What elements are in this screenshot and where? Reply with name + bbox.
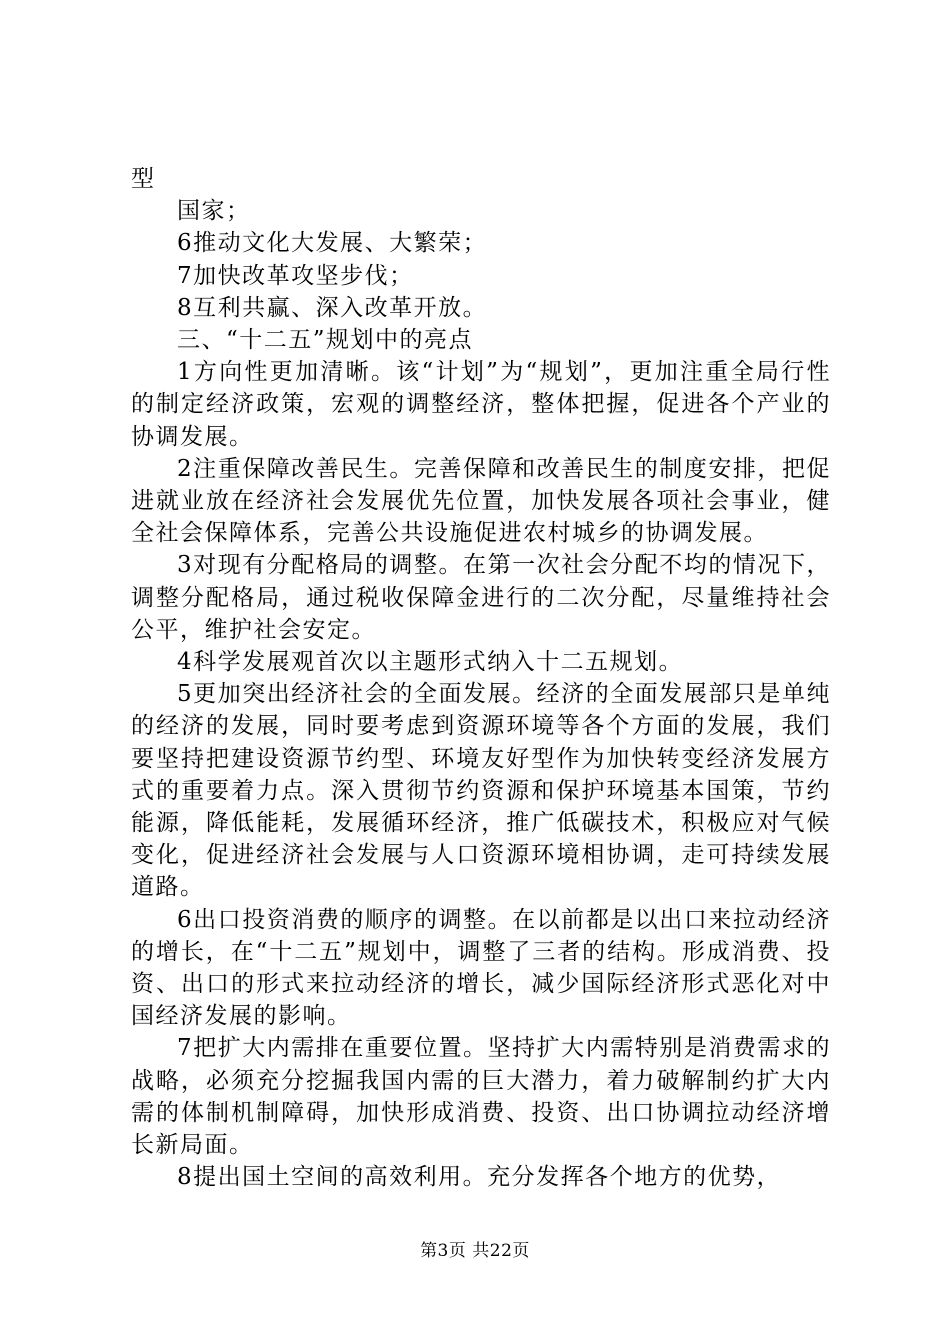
paragraph: 6推动文化大发展、大繁荣； — [177, 230, 488, 257]
body-text — [131, 163, 831, 1194]
paragraph: 型 — [131, 166, 156, 192]
paragraph: 1方向性更加清晰。该“计划”为“规划”，更加注重全局行性的制定经济政策，宏观的调整经济，整体把握，促进各个产业的协调发展。 — [131, 359, 831, 450]
page-number-footer: 第3页 共22页 — [420, 1241, 530, 1261]
paragraph: 2注重保障改善民生。完善保障和改善民生的制度安排，把促进就业放在经济社会发展优先位置，加快发展各项社会事业，健全社会保障体系，完善公共设施促进农村城乡的协调发展。 — [131, 455, 831, 547]
paragraph: 国家； — [177, 198, 251, 225]
section-heading: 三、“十二五”规划中的亮点 — [177, 327, 474, 354]
paragraph: 8提出国土空间的高效利用。充分发挥各个地方的优势， — [177, 1164, 782, 1191]
paragraph: 3对现有分配格局的调整。在第一次社会分配不均的情况下，调整分配格局，通过税收保障金进行的二次分配，尽量维持社会公平，维护社会安定。 — [131, 552, 831, 643]
paragraph: 7把扩大内需排在重要位置。坚持扩大内需特别是消费需求的战略，必须充分挖掘我国内需的巨大潜力，着力破解制约扩大内需的体制机制障碍，加快形成消费、投资、出口协调拉动经济增长新局面。 — [131, 1035, 831, 1159]
paragraph: 5更加突出经济社会的全面发展。经济的全面发展部只是单纯的经济的发展，同时要考虑到资源环境等各个方面的发展，我们要坚持把建设资源节约型、环境友好型作为加快转变经济发展方式的重要着力点。深入贯彻节约资源和保护环境基本国策，节约能源，降低能耗，发展循环经济，推广低碳技术，积极应对气候变化，促进经济社会发展与人口资源环境相协调，走可持续发展道路。 — [131, 681, 831, 901]
paragraph: 4科学发展观首次以主题形式纳入十二五规划。 — [177, 649, 684, 676]
paragraph: 6出口投资消费的顺序的调整。在以前都是以出口来拉动经济的增长，在“十二五”规划中，调整了三者的结构。形成消费、投资、出口的形式来拉动经济的增长，减少国际经济形式恶化对中国经济发展的影响。 — [131, 906, 831, 1030]
paragraph: 8互利共赢、深入改革开放。 — [177, 294, 488, 321]
paragraph: 7加快改革攻坚步伐； — [177, 262, 414, 289]
